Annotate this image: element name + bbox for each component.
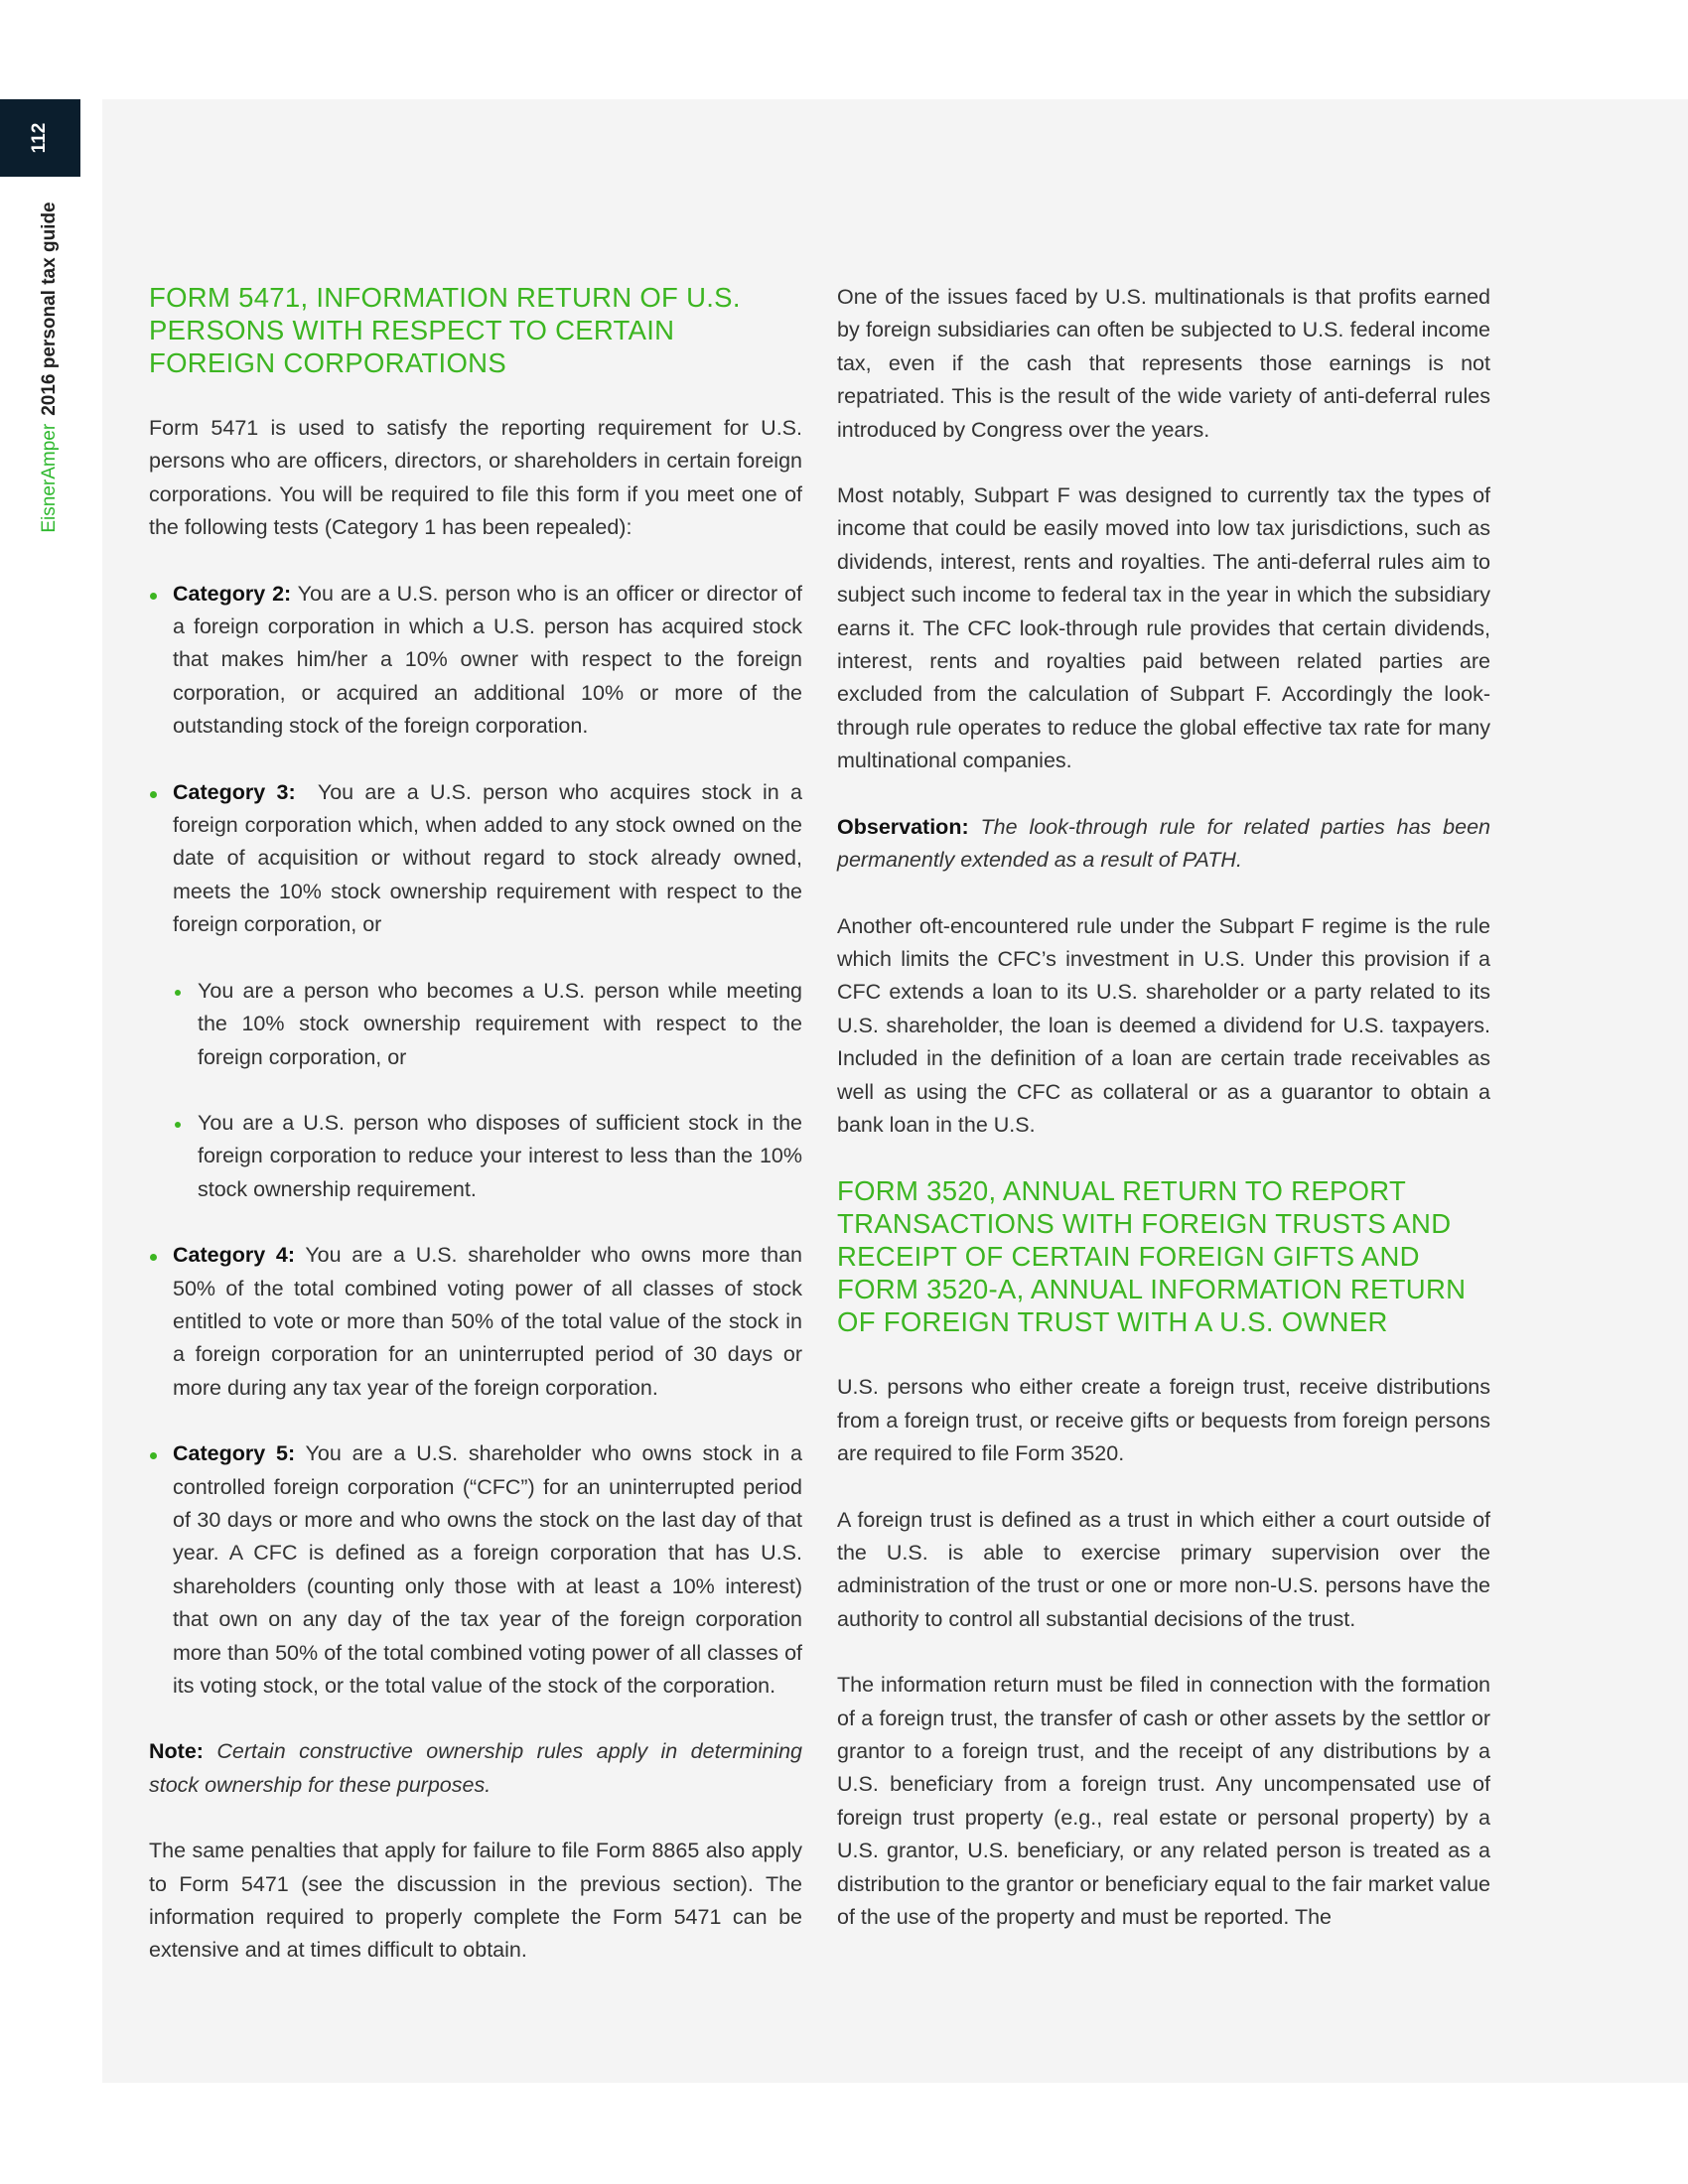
category-text: You are a U.S. shareholder who owns stock in a controlled foreign corporation (“CFC”) for an uninterrupted period of 30 days or more and who owns the stock on the last day of that year. A CFC is defined as a foreign corporation that has U.S. shareholders (counting only those with at least a 10% interest) that own on any day of the tax year of the foreign corporation more than 50% of the total combined voting power of all classes of its voting stock, or the total value of the stock of the corporation. [173, 1441, 802, 1698]
category-label: Category 5: [173, 1441, 296, 1466]
category-4-item [149, 1239, 802, 1405]
page-number-tab [0, 99, 80, 177]
section-heading-form-3520: FORM 3520, ANNUAL RETURN TO REPORT TRANSACTIONS WITH FOREIGN TRUSTS AND RECEIPT OF CERTAIN FOREIGN GIFTS AND FORM 3520-A, ANNUAL INFORMATION RETURN OF FOREIGN TRUST WITH A U.S. OWNER [837, 1175, 1467, 1338]
paragraph-information-return: The information return must be filed in connection with the formation of a foreign trust, the transfer of cash or other assets by the settlor or grantor to a foreign trust, and the receipt of any distributions by a U.S. beneficiary from a foreign trust. Any uncompensated use of foreign trust property (e.g., real estate or personal property) by a U.S. grantor, U.S. beneficiary, or any related person is treated as a distribution to the grantor or beneficiary equal to the fair market value of the use of the property and must be reported. The [837, 1673, 1490, 1930]
paragraph-form-3520-filers: U.S. persons who either create a foreign trust, receive distributions from a foreign trust, or receive gifts or bequests from foreign persons are required to file Form 3520. [837, 1375, 1490, 1466]
left-column [149, 281, 808, 1968]
note-text: Certain constructive ownership rules apply in determining stock ownership for these purposes. [149, 1739, 802, 1797]
category-label: Category 4: [173, 1243, 296, 1268]
sub-item: You are a person who becomes a U.S. person while meeting the 10% stock ownership requirement with respect to the foreign corporation, or [173, 975, 802, 1074]
category-3-item [149, 776, 808, 1206]
category-2-item [149, 578, 802, 744]
category-list [149, 578, 808, 1704]
category-3-sublist [173, 975, 802, 1206]
paragraph-multinationals: One of the issues faced by U.S. multinationals is that profits earned by foreign subsidiaries can often be subjected to U.S. federal income tax, even if the cash that represents those earnings is not repatriated. This is the result of the wide variety of anti-deferral rules introduced by Congress over the years. [837, 285, 1490, 442]
page-number: 112 [29, 122, 50, 154]
category-text: You are a U.S. person who is an officer or director of a foreign corporation in which a U.S. person has acquired stock that makes him/her a 10% owner with respect to the foreign corporation, or acquired an additional 10% or more of the outstanding stock of the foreign corporation. [173, 581, 802, 739]
brand-name: EisnerAmper [39, 423, 60, 533]
observation-text: The look-through rule for related parties has been permanently extended as a result of PATH. [837, 814, 1490, 873]
running-header [39, 202, 61, 532]
note-paragraph [149, 1735, 802, 1802]
paragraph-subpart-f: Most notably, Subpart F was designed to currently tax the types of income that could be easily moved into low tax jurisdictions, such as dividends, interest, rents and royalties. The anti-deferral rules aim to subject such income to federal tax in the year in which the subsidiary earns it. The CFC look-through rule provides that certain dividends, interest, rents and royalties paid between related parties are excluded from the calculation of Subpart F. Accordingly the look-through rule operates to reduce the global effective tax rate for many multinational companies. [837, 483, 1490, 773]
category-label: Category 2: [173, 581, 292, 606]
guide-title: 2016 personal tax guide [39, 202, 60, 416]
paragraph-cfc-investment: Another oft-encountered rule under the Subpart F regime is the rule which limits the CFC’s investment in U.S. Under this provision if a CFC extends a loan to its U.S. shareholder or a party related to its U.S. shareholder, the loan is deemed a dividend for U.S. taxpayers. Included in the definition of a loan are certain trade receivables as well as using the CFC as collateral or as a guarantor to obtain a bank loan in the U.S. [837, 913, 1490, 1137]
sub-item: You are a U.S. person who disposes of sufficient stock in the foreign corporation to reduce your interest to less than the 10% stock ownership requirement. [173, 1107, 802, 1206]
paragraph-foreign-trust-definition: A foreign trust is defined as a trust in which either a court outside of the U.S. is able to exercise primary supervision over the administration of the trust or one or more non-U.S. persons have the authority to control all substantial decisions of the trust. [837, 1507, 1490, 1631]
category-label: Category 3: [173, 779, 296, 804]
category-5-item [149, 1437, 802, 1703]
section-heading-form-5471: FORM 5471, INFORMATION RETURN OF U.S. PERSONS WITH RESPECT TO CERTAIN FOREIGN CORPORATIONS [149, 282, 741, 378]
observation-paragraph [837, 811, 1490, 878]
form-5471-intro: Form 5471 is used to satisfy the reporting requirement for U.S. persons who are officers, directors, or shareholders in certain foreign corporations. You will be required to file this form if you meet one of the following tests (Category 1 has been repealed): [149, 416, 802, 540]
right-column [837, 281, 1490, 1934]
penalties-paragraph: The same penalties that apply for failure to file Form 8865 also apply to Form 5471 (see the discussion in the previous section). The information required to properly complete the Form 5471 can be extensive and at times difficult to obtain. [149, 1839, 802, 1963]
note-label: Note: [149, 1739, 204, 1764]
observation-label: Observation: [837, 814, 969, 839]
category-text: You are a U.S. person who acquires stock in a foreign corporation which, when added to any stock owned on the date of acquisition or without regard to stock already owned, meets the 10% stock ownership requirement with respect to the foreign corporation, or [173, 779, 808, 937]
category-text: You are a U.S. shareholder who owns more than 50% of the total combined voting power of all classes of stock entitled to vote or more than 50% of the total value of the stock in a foreign corporation for an uninterrupted period of 30 days or more during any tax year of the foreign corporation. [173, 1243, 802, 1400]
